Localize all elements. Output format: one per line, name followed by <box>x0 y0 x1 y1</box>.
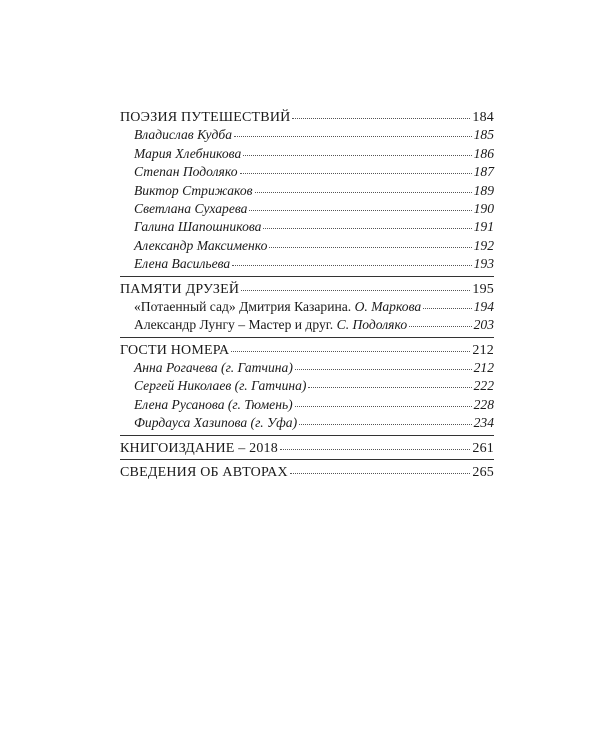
dot-leader <box>290 461 471 474</box>
section-divider <box>120 435 494 436</box>
dot-leader <box>234 124 472 137</box>
dot-leader <box>241 278 470 291</box>
page-number: 222 <box>473 378 494 394</box>
toc-section <box>120 280 494 335</box>
dot-leader <box>299 412 471 425</box>
dot-leader <box>423 296 471 309</box>
toc-section <box>120 463 494 481</box>
page-number: 189 <box>473 182 494 198</box>
dot-leader <box>231 339 470 352</box>
section-divider <box>120 337 494 338</box>
dot-leader <box>280 437 470 450</box>
entry-title: Фирдауса Хазипова (г. Уфа) <box>134 415 298 431</box>
page-number: 212 <box>473 360 494 376</box>
section-title: ПАМЯТИ ДРУЗЕЙ <box>120 281 240 297</box>
section-divider <box>120 276 494 277</box>
dot-leader <box>292 106 470 119</box>
toc-section-heading[interactable] <box>120 463 494 481</box>
toc-entry[interactable] <box>120 316 494 334</box>
entry-title: Елена Русанова (г. Тюмень) <box>134 396 293 412</box>
page-number: 212 <box>472 342 494 358</box>
toc-section <box>120 439 494 457</box>
dot-leader <box>243 143 471 156</box>
page-number: 187 <box>473 164 494 180</box>
entry-title-plain: Александр Лунгу – Мастер и друг. <box>134 317 334 333</box>
entry-title: Елена Васильева <box>134 256 231 272</box>
section-title: ПОЭЗИЯ ПУТЕШЕСТВИЙ <box>120 110 291 125</box>
dot-leader <box>240 161 472 174</box>
dot-leader <box>249 198 471 211</box>
page-number: 194 <box>473 298 494 314</box>
section-title: СВЕДЕНИЯ ОБ АВТОРАХ <box>120 465 288 481</box>
entry-title: Светлана Сухарева <box>134 200 248 216</box>
toc-section-heading[interactable] <box>120 439 494 457</box>
section-title: ГОСТИ НОМЕРА <box>120 342 230 358</box>
dot-leader <box>232 253 471 266</box>
entry-title <box>134 316 407 334</box>
page-number: 185 <box>473 127 494 143</box>
entry-title: Виктор Стрижаков <box>134 182 253 198</box>
section-divider <box>120 459 494 460</box>
toc-section <box>120 341 494 433</box>
dot-leader <box>295 357 472 370</box>
entry-title-plain: «Потаенный сад» Дмитрия Казарина. <box>134 298 352 314</box>
page-number: 191 <box>473 219 494 235</box>
section-title: КНИГОИЗДАНИЕ – 2018 <box>120 440 278 456</box>
entry-title: Александр Максименко <box>134 237 268 253</box>
dot-leader <box>263 216 471 229</box>
entry-author: О. Маркова <box>354 298 422 314</box>
entry-title: Галина Шапошникова <box>134 219 262 235</box>
page-number: 228 <box>473 396 494 412</box>
entry-title: Сергей Николаев (г. Гатчина) <box>134 378 307 394</box>
dot-leader <box>269 235 471 248</box>
page-number: 190 <box>473 200 494 216</box>
toc-entry[interactable] <box>120 414 494 432</box>
page-number: 261 <box>472 440 494 456</box>
dot-leader <box>308 375 471 388</box>
toc-entry[interactable] <box>120 255 494 273</box>
entry-author: С. Подоляко <box>336 317 408 333</box>
entry-title: Степан Подоляко <box>134 164 238 180</box>
entry-title <box>134 298 421 316</box>
page-number: 265 <box>472 465 494 481</box>
page-number: 234 <box>473 415 494 431</box>
entry-title: Владислав Кудба <box>134 127 233 143</box>
page-number: 195 <box>472 281 494 297</box>
entry-title: Мария Хлебникова <box>134 145 242 161</box>
page-number: 186 <box>473 145 494 161</box>
toc-section <box>120 108 494 274</box>
page-number: 192 <box>473 237 494 253</box>
page-number: 203 <box>473 317 494 333</box>
dot-leader <box>409 314 471 327</box>
entry-title: Анна Рогачева (г. Гатчина) <box>134 360 293 376</box>
page-number: 193 <box>473 256 494 272</box>
page-number: 184 <box>472 110 494 125</box>
dot-leader <box>255 180 472 193</box>
table-of-contents <box>120 108 494 481</box>
dot-leader <box>295 394 472 407</box>
